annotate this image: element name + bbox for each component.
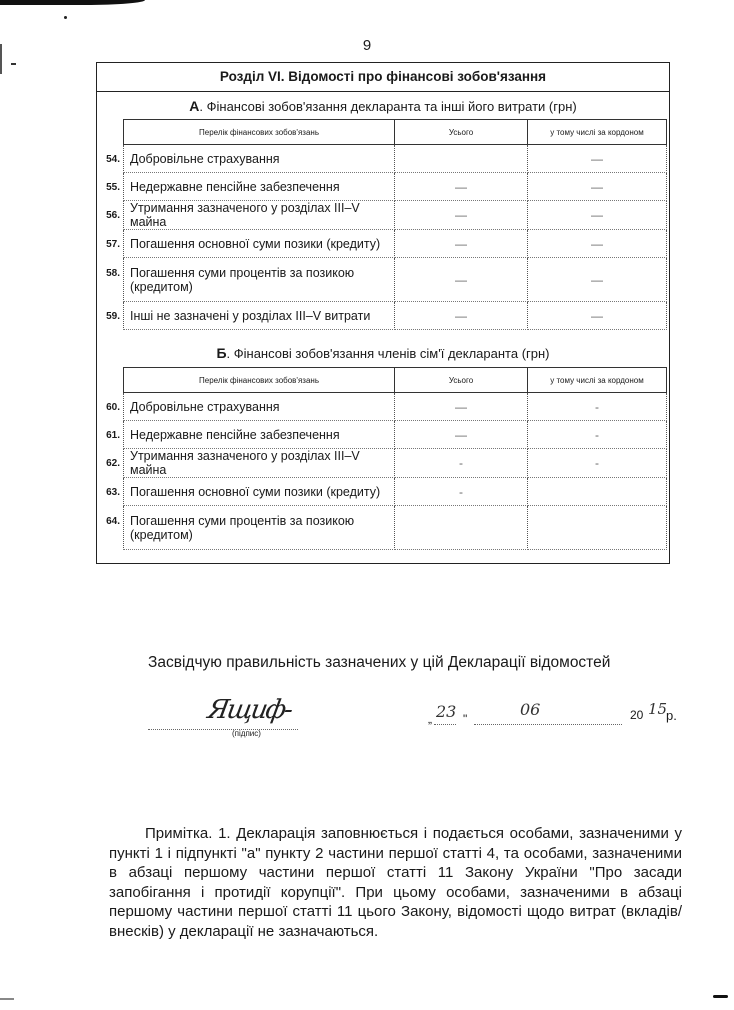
- table-row: [124, 258, 667, 302]
- part-a-title-text: . Фінансові зобов'язання декларанта та інші його витрати (грн): [199, 99, 577, 114]
- part-b-title-text: . Фінансові зобов'язання членів сім'ї декларанта (грн): [226, 346, 550, 361]
- row-abroad: —: [528, 145, 667, 173]
- row-number: 63.: [106, 487, 120, 498]
- date-close-quote: ": [463, 712, 468, 726]
- row-label: 62. Утримання зазначеного у розділах III–V майна: [124, 449, 395, 478]
- table-row: [124, 145, 667, 173]
- row-label: 56. Утримання зазначеного у розділах III–V майна: [124, 201, 395, 230]
- row-abroad: [528, 478, 667, 506]
- row-label: 58. Погашення суми процентів за позикою (кредитом): [124, 258, 395, 302]
- row-number: 61.: [106, 430, 120, 441]
- row-total: —: [395, 393, 528, 421]
- row-total: —: [395, 302, 528, 330]
- col-header-abroad: у тому числі за кордоном: [528, 120, 667, 145]
- row-abroad: —: [528, 201, 667, 230]
- row-abroad: —: [528, 302, 667, 330]
- row-label: 61. Недержавне пенсійне забезпечення: [124, 421, 395, 449]
- date-month-line: [474, 724, 622, 725]
- row-number: 58.: [106, 268, 120, 279]
- date-suffix: р.: [666, 708, 677, 723]
- row-label: 54. Добровільне страхування: [124, 145, 395, 173]
- row-total: -: [395, 478, 528, 506]
- row-abroad: -: [528, 421, 667, 449]
- row-total: —: [395, 201, 528, 230]
- row-total: —: [395, 173, 528, 201]
- row-abroad: —: [528, 173, 667, 201]
- row-abroad: [528, 506, 667, 550]
- row-total: -: [395, 449, 528, 478]
- table-row: [124, 506, 667, 550]
- row-number: 54.: [106, 154, 120, 165]
- row-number: 57.: [106, 239, 120, 250]
- date-open-quote: „: [428, 712, 432, 726]
- table-row: [124, 302, 667, 330]
- page-number: 9: [362, 37, 372, 54]
- row-label: 59. Інші не зазначені у розділах III–V витрати: [124, 302, 395, 330]
- row-abroad: -: [528, 393, 667, 421]
- col-header-list: Перелік фінансових зобов'язань: [124, 120, 395, 145]
- table-row: [124, 201, 667, 230]
- row-number: 55.: [106, 182, 120, 193]
- col-header-total: Усього: [395, 120, 528, 145]
- row-label: 60. Добровільне страхування: [124, 393, 395, 421]
- part-a-title: [97, 98, 669, 116]
- footnote: [109, 824, 682, 941]
- row-total: —: [395, 258, 528, 302]
- date-day-line: [434, 724, 456, 725]
- part-b-table: [106, 367, 667, 550]
- row-label: 55. Недержавне пенсійне забезпечення: [124, 173, 395, 201]
- table-row: [124, 173, 667, 201]
- signature-line: [148, 729, 298, 730]
- col-header-list: Перелік фінансових зобов'язань: [124, 368, 395, 393]
- scan-artifact-top: [0, 0, 145, 5]
- row-label: 64. Погашення суми процентів за позикою (кредитом): [124, 506, 395, 550]
- row-abroad: —: [528, 258, 667, 302]
- row-number: 62.: [106, 458, 120, 469]
- row-abroad: -: [528, 449, 667, 478]
- row-total: [395, 506, 528, 550]
- row-number: 56.: [106, 210, 120, 221]
- date-day: 23: [436, 702, 457, 721]
- table-row: [124, 393, 667, 421]
- section-title: Розділ VI. Відомості про фінансові зобов'язання: [97, 63, 669, 92]
- scan-artifact-dot: [64, 16, 67, 19]
- row-number: 59.: [106, 311, 120, 322]
- col-header-abroad: у тому числі за кордоном: [528, 368, 667, 393]
- signature-caption: (підпис): [232, 729, 261, 738]
- col-header-total: Усього: [395, 368, 528, 393]
- row-total: —: [395, 230, 528, 258]
- scan-artifact-bottom-right: [713, 995, 728, 998]
- row-number: 60.: [106, 402, 120, 413]
- section-vi-box: [96, 62, 670, 564]
- table-row: [124, 230, 667, 258]
- row-abroad: —: [528, 230, 667, 258]
- table-row: [124, 421, 667, 449]
- scan-artifact-bottom-left: [0, 998, 14, 1000]
- part-b-letter: Б: [216, 345, 227, 361]
- row-number: 64.: [106, 516, 120, 527]
- table-row: [124, 449, 667, 478]
- date-year: 15: [648, 700, 668, 718]
- footnote-text: Примітка. 1. Декларація заповнюється і подається особами, зазначеними у пункті 1 і підпункті "а" пункту 2 частини першої статті 4, та особами, зазначеними в абзаці першому частини першої статті 11 Закону України "Про засади запобігання і протидії корупції". При цьому особами, зазначеними в абзаці першому частини першої статті 11 цього Закону, відомості щодо витрат (вкладів/внесків) у декларації не зазначаються.: [109, 825, 682, 940]
- part-a-letter: А: [189, 98, 200, 114]
- date-year-prefix: 20: [630, 708, 644, 722]
- part-b-title: [97, 345, 669, 361]
- row-label: 63. Погашення основної суми позики (кредиту): [124, 478, 395, 506]
- row-label: 57. Погашення основної суми позики (кредиту): [124, 230, 395, 258]
- handwritten-signature: Ящиф-: [205, 695, 294, 725]
- date-month: 06: [520, 700, 541, 719]
- row-total: [395, 145, 528, 173]
- row-total: —: [395, 421, 528, 449]
- scan-artifact-mark: [11, 63, 16, 65]
- part-a-table: [106, 119, 667, 330]
- certification-statement: Засвідчую правильність зазначених у цій Декларації відомостей: [148, 654, 611, 671]
- table-row: [124, 478, 667, 506]
